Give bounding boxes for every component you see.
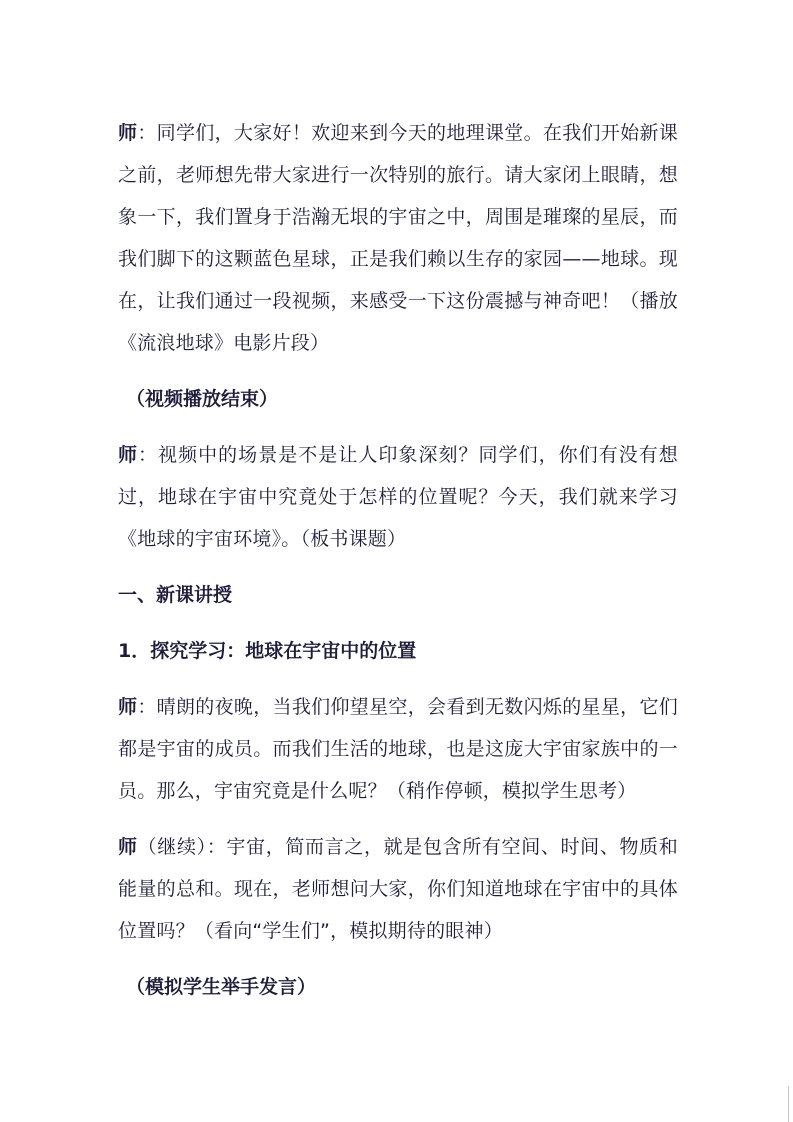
stage-note-students: （模拟学生举手发言） bbox=[126, 976, 317, 998]
paragraph-text: ：视频中的场景是不是让人印象深刻？同学们，你们有没有想过，地球在宇宙中究竟处于怎样的位置呢？今天，我们就来学习《地球的宇宙环境》。（板书课题） bbox=[118, 444, 678, 550]
speaker-label: 师 bbox=[118, 444, 139, 466]
speaker-label: 师 bbox=[118, 696, 138, 718]
subsection-heading: 1．探究学习：地球在宇宙中的位置 bbox=[118, 640, 417, 662]
paragraph-text: （继续）：宇宙，简而言之，就是包含所有空间、时间、物质和能量的总和。现在，老师想问大家，你们知道地球在宇宙中的具体位置吗？（看向“学生们”，模拟期待的眼神） bbox=[118, 836, 678, 942]
speaker-label: 师 bbox=[118, 122, 138, 144]
paragraph-teacher-intro bbox=[118, 112, 678, 364]
section-heading: 一、新课讲授 bbox=[118, 584, 233, 606]
paragraph-text: ：同学们，大家好！欢迎来到今天的地理课堂。在我们开始新课之前，老师想先带大家进行一次特别的旅行。请大家闭上眼睛，想象一下，我们置身于浩瀚无垠的宇宙之中，周围是璀璨的星辰，而我们脚下的这颗蓝色星球，正是我们赖以生存的家园——地球。现在，让我们通过一段视频，来感受一下这份震撼与神奇吧！（播放《流浪地球》电影片段） bbox=[118, 122, 679, 354]
paragraph-text: ：晴朗的夜晚，当我们仰望星空，会看到无数闪烁的星星，它们都是宇宙的成员。而我们生活的地球，也是这庞大宇宙家族中的一员。那么，宇宙究竟是什么呢？（稍作停顿，模拟学生思考） bbox=[118, 696, 679, 802]
document-page bbox=[118, 112, 678, 1022]
page-edge-mark bbox=[788, 1086, 793, 1122]
paragraph-teacher-question bbox=[118, 434, 678, 560]
speaker-label: 师 bbox=[118, 836, 138, 858]
paragraph-teacher-universe bbox=[118, 686, 678, 812]
stage-note-video-end: （视频播放结束） bbox=[126, 388, 279, 410]
paragraph-teacher-continue bbox=[118, 826, 678, 952]
